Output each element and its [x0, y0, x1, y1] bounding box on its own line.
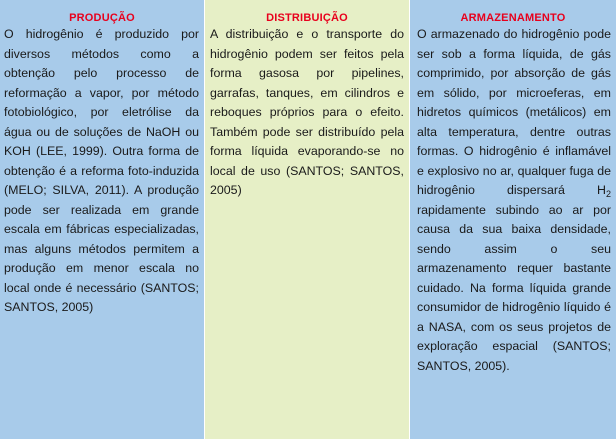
- armazenamento-text-part2: rapidamente subindo ao ar por causa da sua baixa densidade, sendo assim o seu armazenamento requer bastante cuidado. Na forma líquida grande consumidor de hidrogênio líquido é a NASA, com os seus projetos de exploração espacial (SANTOS; SANTOS, 2005).: [417, 202, 611, 373]
- column-text-producao: O hidrogênio é produzido por diversos métodos como a obtenção pelo processo de reformação a vapor, por método fotobiológico, por eletrólise da água ou de soluções de NaOH ou KOH (LEE, 1999). Outra forma de obtenção é a reforma foto-induzida (MELO; SILVA, 2011). A produção pode ser realizada em grande escala em fábricas especializadas, mas alguns métodos permitem a produção em menor escala no local onde é necessário (SANTOS; SANTOS, 2005): [4, 27, 199, 314]
- column-text-armazenamento: [410, 25, 616, 376]
- column-title-producao: PRODUÇÃO: [69, 12, 135, 24]
- column-title-distribuicao: DISTRIBUIÇÃO: [266, 12, 348, 24]
- column-armazenamento: [410, 0, 616, 439]
- h2-subscript: 2: [605, 189, 611, 199]
- column-producao: [0, 0, 205, 439]
- column-text-distribuicao: A distribuição e o transporte do hidrogênio podem ser feitos pela forma gasosa por pipelines, garrafas, tanques, em cilindros e reboques próprios para o efeito. Também pode ser distribuído pela forma líquida evaporando-se no local de uso (SANTOS; SANTOS, 2005): [210, 27, 404, 197]
- column-distribuicao: [205, 0, 410, 439]
- armazenamento-text-part1: O armazenado do hidrogênio pode ser sob a forma líquida, de gás comprimido, por absorção de gás em sólido, por microeferas, em hidretos químicos (metálicos) em alta temperatura, dentre outras formas. O hidrogênio é inflamável e explosivo no ar, qualquer fuga de hidrogênio dispersará H: [417, 27, 611, 197]
- column-title-armazenamento: ARMAZENAMENTO: [460, 12, 566, 24]
